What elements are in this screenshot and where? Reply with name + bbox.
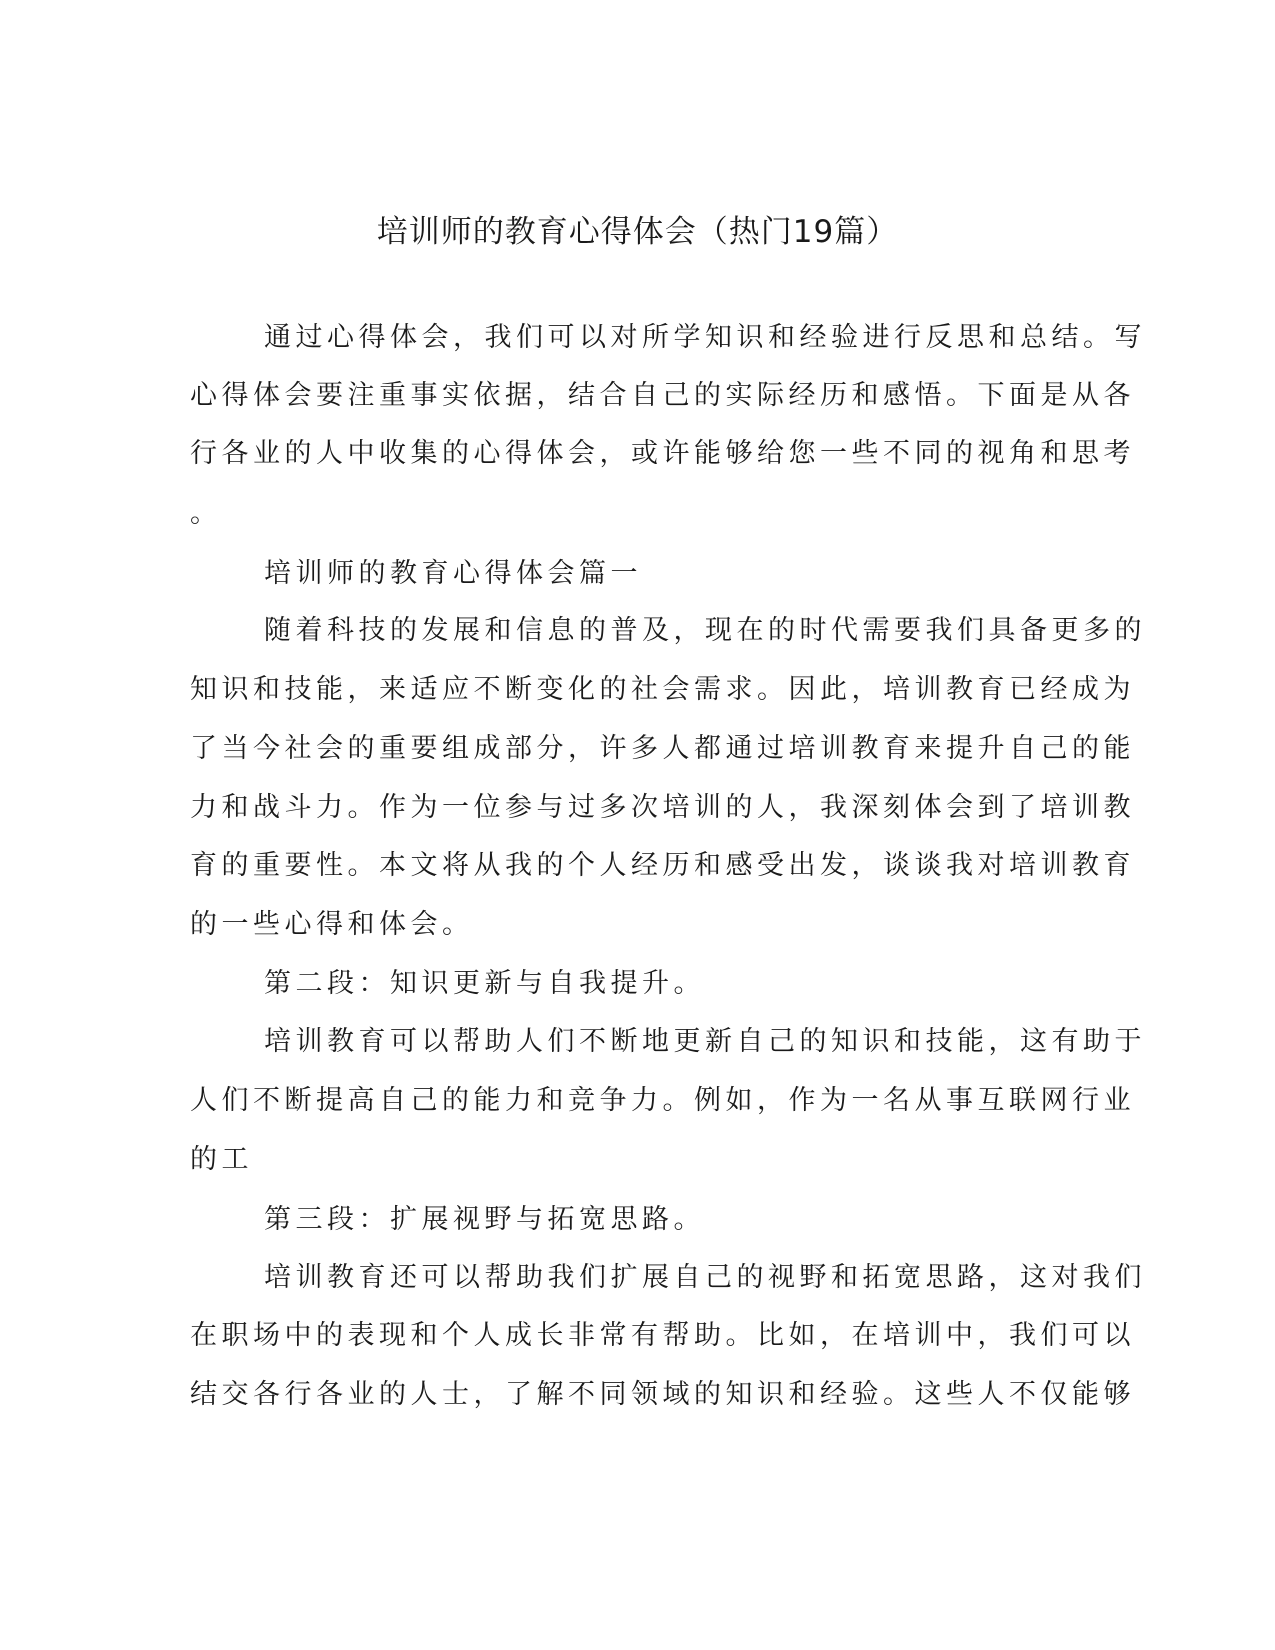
text-line: 人们不断提高自己的能力和竞争力。例如，作为一名从事互联网行业 bbox=[190, 1085, 1135, 1116]
text-line: 结交各行各业的人士，了解不同领域的知识和经验。这些人不仅能够 bbox=[190, 1379, 1135, 1410]
section-heading: 第二段：知识更新与自我提升。 bbox=[264, 968, 705, 999]
text-line: 的工 bbox=[190, 1144, 253, 1175]
document-title: 培训师的教育心得体会（热门19篇） bbox=[376, 214, 899, 250]
text-line: 行各业的人中收集的心得体会，或许能够给您一些不同的视角和思考 bbox=[190, 438, 1135, 469]
text-line: 通过心得体会，我们可以对所学知识和经验进行反思和总结。写 bbox=[264, 322, 1146, 353]
section-heading: 第三段：扩展视野与拓宽思路。 bbox=[264, 1204, 705, 1235]
text-line: 随着科技的发展和信息的普及，现在的时代需要我们具备更多的 bbox=[264, 615, 1146, 646]
text-line: 培训教育还可以帮助我们扩展自己的视野和拓宽思路，这对我们 bbox=[264, 1262, 1146, 1293]
text-line: 培训教育可以帮助人们不断地更新自己的知识和技能，这有助于 bbox=[264, 1026, 1146, 1057]
text-line: 。 bbox=[190, 498, 222, 529]
text-line: 知识和技能，来适应不断变化的社会需求。因此，培训教育已经成为 bbox=[190, 674, 1135, 705]
text-line: 心得体会要注重事实依据，结合自己的实际经历和感悟。下面是从各 bbox=[190, 380, 1135, 411]
text-line: 的一些心得和体会。 bbox=[190, 909, 474, 940]
text-line: 育的重要性。本文将从我的个人经历和感受出发，谈谈我对培训教育 bbox=[190, 850, 1135, 881]
text-line: 了当今社会的重要组成部分，许多人都通过培训教育来提升自己的能 bbox=[190, 733, 1135, 764]
text-line: 在职场中的表现和个人成长非常有帮助。比如，在培训中，我们可以 bbox=[190, 1320, 1135, 1351]
section-heading: 培训师的教育心得体会篇一 bbox=[264, 558, 642, 589]
text-line: 力和战斗力。作为一位参与过多次培训的人，我深刻体会到了培训教 bbox=[190, 792, 1135, 823]
